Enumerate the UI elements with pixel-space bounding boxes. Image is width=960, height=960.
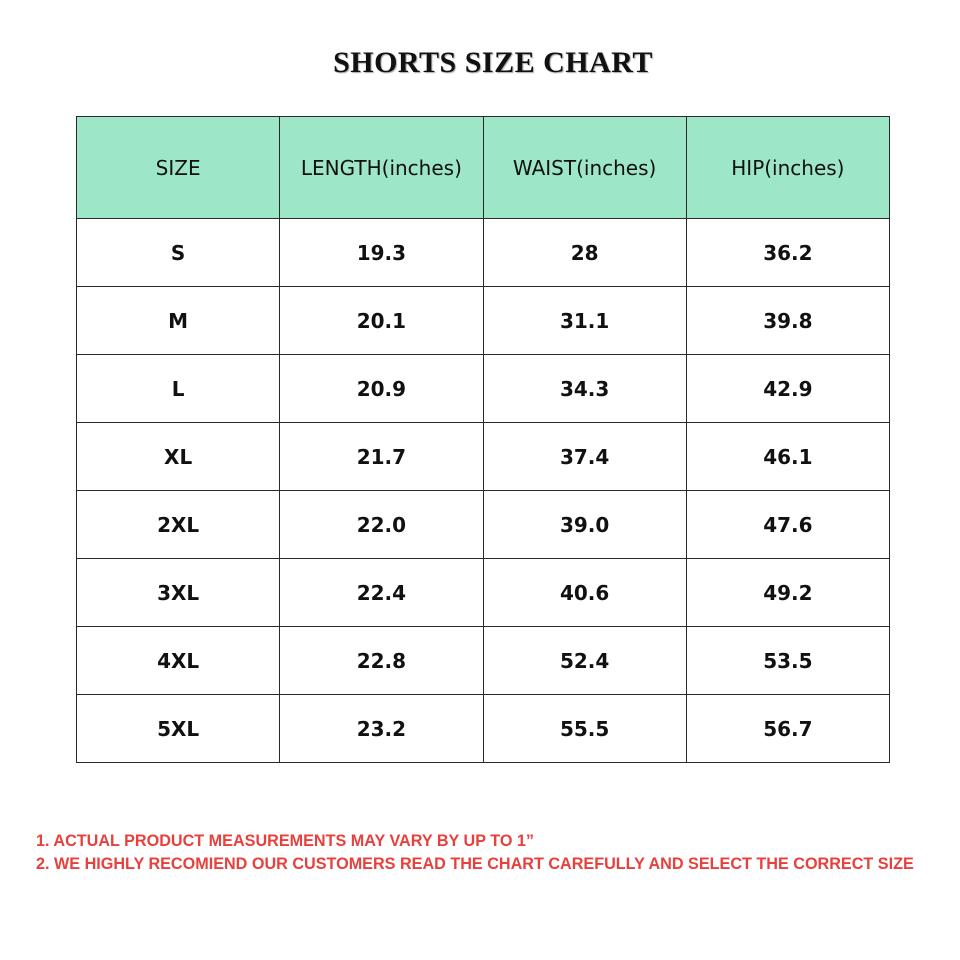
cell-waist: 28 [483,219,686,287]
cell-hip: 42.9 [686,355,889,423]
cell-hip: 56.7 [686,695,889,763]
cell-hip: 49.2 [686,559,889,627]
cell-length: 22.0 [280,491,483,559]
cell-length: 22.8 [280,627,483,695]
cell-length: 23.2 [280,695,483,763]
cell-size: 5XL [77,695,280,763]
cell-hip: 47.6 [686,491,889,559]
cell-waist: 52.4 [483,627,686,695]
note-line-2: 2. WE HIGHLY RECOMIEND OUR CUSTOMERS READ THE CHART CAREFULLY AND SELECT THE CORRECT SIZE [36,855,914,873]
cell-hip: 46.1 [686,423,889,491]
table-row [77,695,890,763]
cell-size: 3XL [77,559,280,627]
table-row [77,219,890,287]
cell-hip: 53.5 [686,627,889,695]
cell-hip: 36.2 [686,219,889,287]
table-row [77,627,890,695]
notes [36,830,956,876]
table-body [77,219,890,763]
size-chart-table [76,116,890,763]
cell-length: 20.9 [280,355,483,423]
page-title: SHORTS SIZE CHART [333,46,653,79]
cell-waist: 40.6 [483,559,686,627]
note-line-1: 1. ACTUAL PRODUCT MEASUREMENTS MAY VARY BY UP TO 1” [36,832,534,850]
table-header-row [77,117,890,219]
cell-waist: 55.5 [483,695,686,763]
cell-size: M [77,287,280,355]
cell-length: 20.1 [280,287,483,355]
cell-waist: 34.3 [483,355,686,423]
column-header-length: LENGTH(inches) [280,117,483,219]
cell-size: S [77,219,280,287]
table-row [77,491,890,559]
cell-hip: 39.8 [686,287,889,355]
cell-length: 22.4 [280,559,483,627]
table-row [77,287,890,355]
column-header-hip: HIP(inches) [686,117,889,219]
cell-waist: 39.0 [483,491,686,559]
cell-size: XL [77,423,280,491]
cell-waist: 31.1 [483,287,686,355]
table-row [77,423,890,491]
table-row [77,355,890,423]
cell-size: 4XL [77,627,280,695]
table-row [77,559,890,627]
cell-size: 2XL [77,491,280,559]
cell-length: 19.3 [280,219,483,287]
cell-size: L [77,355,280,423]
cell-waist: 37.4 [483,423,686,491]
column-header-size: SIZE [77,117,280,219]
column-header-waist: WAIST(inches) [483,117,686,219]
cell-length: 21.7 [280,423,483,491]
